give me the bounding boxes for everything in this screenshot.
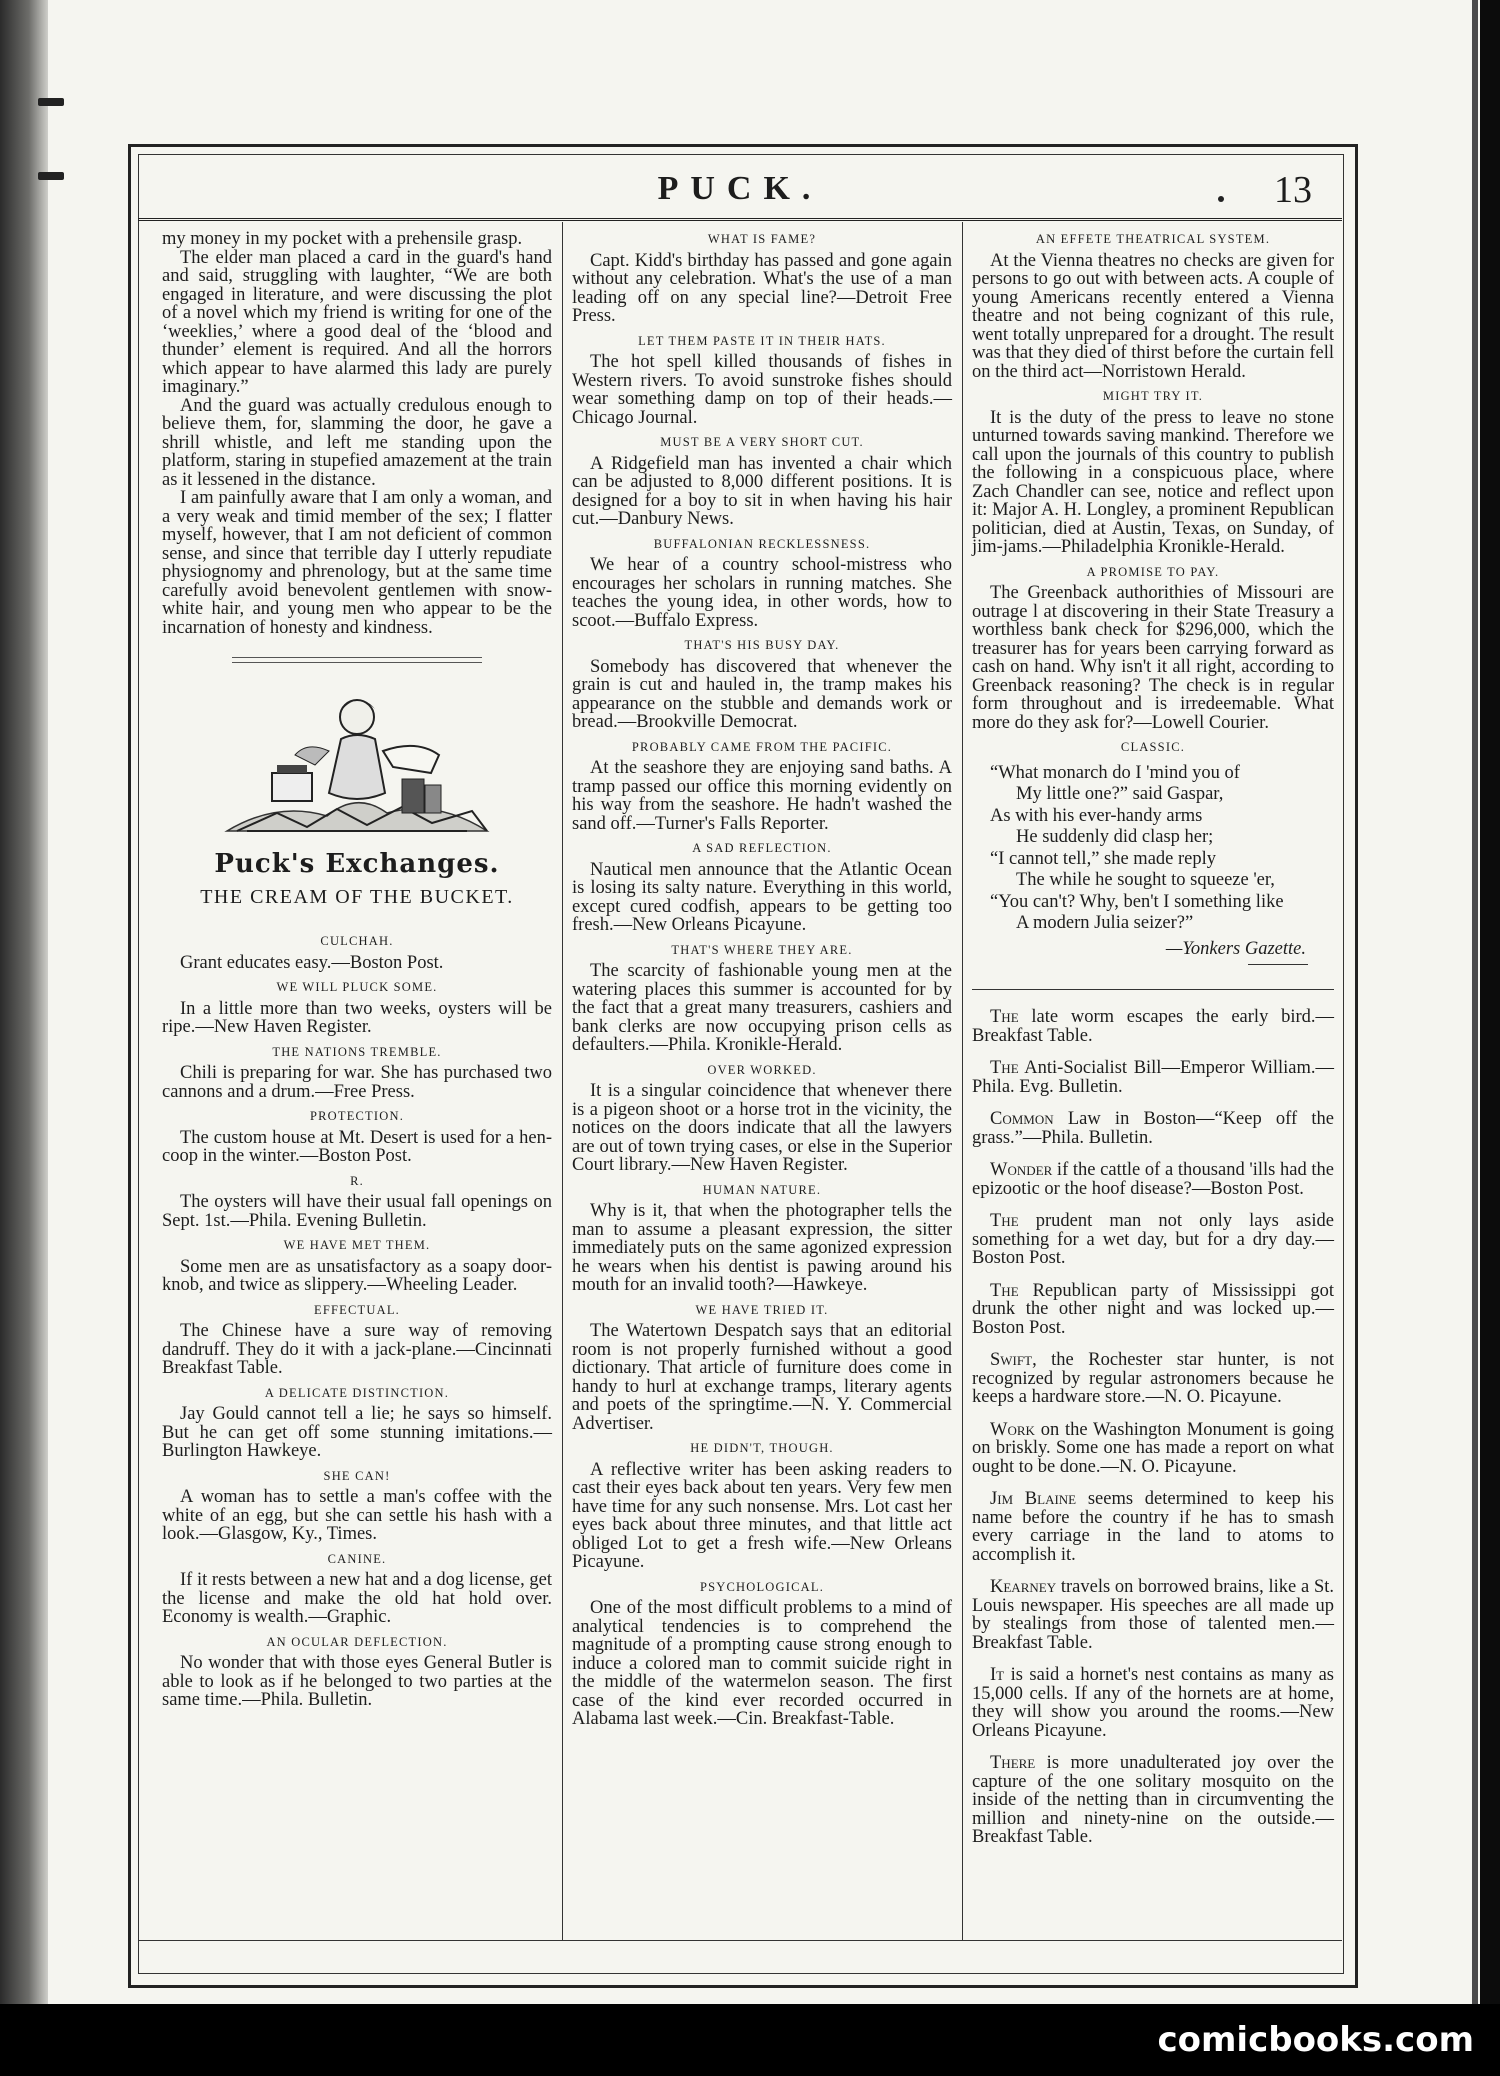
- poem-line: “What monarch do I 'mind you of: [990, 762, 1240, 783]
- item-text: The scarcity of fashionable young men at the watering places this summer is accounted for by the fact that a great many treasurers, cashiers and bank clerks are now occupying prison cells as defaulters.—Phila. Kronikle-Herald.: [572, 961, 952, 1055]
- poem-line: The while he sought to squeeze 'er,: [1016, 870, 1275, 890]
- item-heading: THAT'S HIS BUSY DAY.: [684, 638, 840, 652]
- lead-word: The: [990, 1280, 1019, 1301]
- item-heading: MUST BE A VERY SHORT CUT.: [660, 435, 864, 449]
- poem-source: —Yonkers Gazette.: [1165, 938, 1306, 959]
- item-text: It is a singular coincidence that whenever there is a pigeon shoot or a horse trot in the vicinity, the notices on the doors indicate that all the lawyers are out of town trying cases, or else in the Superior Court library.—New Haven Register.: [572, 1081, 952, 1175]
- cherub-illustration: [217, 681, 497, 841]
- item-heading: R.: [350, 1173, 364, 1188]
- binding-gutter: [0, 0, 48, 2076]
- short-rule: [1248, 964, 1308, 965]
- poem-line: “I cannot tell,” she made reply: [990, 848, 1217, 869]
- poem-line: As with his ever-handy arms: [990, 805, 1203, 826]
- paragrapher-item: [972, 1110, 1334, 1147]
- item-text: Anti-Socialist Bill—Emperor William.—Phila. Evg. Bulletin.: [972, 1058, 1334, 1097]
- lead-word: Wonder: [990, 1160, 1053, 1180]
- item-heading: PROBABLY CAME FROM THE PACIFIC.: [631, 739, 893, 754]
- paragrapher-item: [972, 1666, 1334, 1740]
- page-number: 13: [1274, 169, 1312, 211]
- column-divider: [962, 222, 963, 1940]
- item-heading: BUFFALONIAN RECKLESSNESS.: [653, 536, 871, 551]
- item-heading: AN EFFETE THEATRICAL SYSTEM.: [1035, 232, 1271, 246]
- poem-line: He suddenly did clasp her;: [1016, 827, 1214, 847]
- item-heading: A DELICATE DISTINCTION.: [264, 1385, 450, 1400]
- item-text: , the Rochester star hunter, is not recognized by regular astronomers because he keeps a hardware store.—N. O. Picayune.: [972, 1350, 1334, 1407]
- item-text: We hear of a country school-mistress who encourages her scholars in running matches. She teaches the young idea, in other words, how to scoot.—Buffalo Express.: [572, 555, 952, 631]
- lead-word: There: [990, 1753, 1036, 1773]
- item-text: A woman has to settle a man's coffee with the white of an egg, but she can settle his hash with a look.—Glasgow, Ky., Times.: [162, 1487, 552, 1544]
- item-text: In a little more than two weeks, oysters will be ripe.—New Haven Register.: [162, 998, 552, 1037]
- item-heading: AN OCULAR DEFLECTION.: [266, 1634, 448, 1649]
- masthead-rule: [138, 218, 1342, 221]
- item-text: Chili is preparing for war. She has purchased two cannons and a drum.—Free Press.: [162, 1063, 552, 1102]
- paragrapher-item: [972, 1008, 1334, 1045]
- item-text: The hot spell killed thousands of fishes in Western rivers. To avoid sunstroke fishes should wear something damp on top of their heads.—Chicago Journal.: [572, 352, 952, 428]
- story-paragraph: my money in my pocket with a prehensile grasp.: [162, 229, 523, 249]
- item-heading: PSYCHOLOGICAL.: [699, 1579, 825, 1594]
- story-paragraph: The elder man placed a card in the guard's hand and said, struggling with laughter, “We are both engaged in literature, and were discussing the plot of a novel which my friend is writing for one of the ‘weeklies,’ where a good deal of the ‘blood and thunder’ element is required. And all the horrors which appear to have alarmed this lady are purely imaginary.”: [162, 247, 552, 397]
- item-heading: CULCHAH.: [320, 934, 394, 948]
- page-edge: [1472, 0, 1478, 2076]
- paragrapher-item: [972, 1351, 1334, 1407]
- item-heading: HE DIDN'T, THOUGH.: [690, 1441, 834, 1455]
- item-text: is said a hornet's nest contains as many as 15,000 cells. If any of the hornets are at home, they will show you around the rooms.—New Orleans Picayune.: [972, 1665, 1334, 1741]
- item-text: One of the most difficult problems to a mind of analytical tendencies is to comprehend the magnitude of a prompting cause strong enough to induce a colored man to commit suicide right in the middle of the watermelon season. The first case of the kind ever recorded occurred in Alabama last week.—Cin. Breakfast-Table.: [572, 1598, 952, 1729]
- binding-mark: [38, 172, 64, 180]
- item-text: The Greenback authorithies of Missouri are outrage l at discovering in their State Treasury a worthless bank check for $296,000, which the treasurer has for years been carrying forward as cash on hand. Why isn't it all right, according to Greenback reasoning? The check is in regular form throughout and is irredeemable. What more do they ask for?—Lowell Courier.: [972, 583, 1334, 733]
- frame-bottom-rule: [138, 1940, 1342, 1941]
- item-text: Republican party of Mississippi got drunk the other night and was locked up.—Boston Post.: [972, 1280, 1334, 1338]
- paragrapher-item: [972, 1282, 1334, 1338]
- item-heading: HUMAN NATURE.: [702, 1182, 822, 1197]
- section-divider: [972, 989, 1334, 990]
- item-heading: LET THEM PASTE IT IN THEIR HATS.: [638, 333, 886, 348]
- item-text: A Ridgefield man has invented a chair which can be adjusted to 8,000 different positions. It is designed for a boy to sit in when having his hair cut.—Danbury News.: [572, 453, 952, 529]
- item-text: on the Washington Monument is going on briskly. Some one has made a report on what ought to be done.—N. O. Picayune.: [972, 1419, 1334, 1477]
- paragrapher-item: [972, 1490, 1334, 1564]
- paragrapher-item: [972, 1578, 1334, 1652]
- publication-title: PUCK.: [657, 170, 823, 207]
- item-text: late worm escapes the early bird.—Breakfast Table.: [972, 1007, 1334, 1046]
- item-heading: OVER WORKED.: [707, 1062, 817, 1077]
- paragrapher-item: [972, 1059, 1334, 1096]
- item-heading: WHAT IS FAME?: [707, 232, 817, 246]
- item-heading: SHE CAN!: [323, 1468, 391, 1483]
- item-text: At the seashore they are enjoying sand baths. A tramp passed our office this morning evidently on his way from the seashore. He hadn't washed the sand off.—Turner's Falls Reporter.: [572, 758, 952, 834]
- lead-word: The: [990, 1211, 1019, 1231]
- item-text: The Watertown Despatch says that an editorial room is not properly furnished without a good dictionary. That article of furniture does come in handy to hurl at exchange tramps, literary agents and poets of the springtime.—N. Y. Commercial Advertiser.: [572, 1321, 952, 1434]
- item-text: Law in Boston—“Keep off the grass.”—Phila. Bulletin.: [972, 1109, 1334, 1148]
- item-text: is more unadulterated joy over the capture of the one solitary mosquito on the inside of the netting than in circumventing the million and ninety-nine on the outside.—Breakfast Table.: [972, 1753, 1334, 1847]
- item-text: Somebody has discovered that whenever the grain is cut and hauled in, the tramp makes his appearance on the stubble and demands work or bread.—Brookville Democrat.: [572, 656, 952, 732]
- lead-word: The: [990, 1058, 1019, 1078]
- item-heading: MIGHT TRY IT.: [1102, 389, 1204, 403]
- item-text: Grant educates easy.—Boston Post.: [180, 952, 444, 973]
- scan-border-right: [1480, 0, 1500, 2076]
- column-divider: [562, 222, 563, 1940]
- lead-word: The: [990, 1007, 1019, 1027]
- section-subtitle: THE CREAM OF THE BUCKET.: [200, 885, 514, 908]
- item-text: A reflective writer has been asking readers to cast their eyes back about ten years. Very few men have time for any such nonsense. Mrs. Lot cast her eyes back about three minutes, and that little act obliged Lot to get a fresh wife.—New Orleans Picayune.: [572, 1459, 952, 1572]
- item-text: Why is it, that when the photographer tells the man to assume a pleasant expression, the sitter immediately puts on the same agonized expression he wears when his dentist is pawing around his mouth for an invalid tooth?—Hawkeye.: [572, 1201, 952, 1295]
- item-text: It is the duty of the press to leave no stone unturned towards saving mankind. Therefore we call upon the journals of this country to publish the following in a conspicuous place, where Zach Chandler can see, notice and reflect upon it: Major A. H. Longley, a prominent Republican politician, died at Austin, Texas, on Sunday, of jim-jams.—Philadelphia Kronikle-Herald.: [972, 407, 1334, 557]
- item-text: seems determined to keep his name before the country if he has to smash every carriage in the land to atoms to accomplish it.: [972, 1489, 1334, 1565]
- story-paragraph: And the guard was actually credulous enough to believe them, for, slamming the door, he gave a shrill whistle, and left me standing upon the platform, staring in stupefied amazement at the train as it lessened in the distance.: [162, 395, 552, 490]
- story-paragraph: I am painfully aware that I am only a woman, and a very weak and timid member of the sex; I flatter myself, however, that I am not deficient of common sense, and since that terrible day I utterly repudiate physiognomy and phrenology, but at the same time carefully avoid benevolent gentlemen with snow-white hair, and young men who appear to be the incarnation of honesty and kindness.: [162, 488, 552, 638]
- site-watermark: comicbooks.com: [1157, 2020, 1474, 2060]
- column-3: [972, 230, 1334, 1861]
- item-heading: CANINE.: [327, 1551, 387, 1566]
- item-text: travels on borrowed brains, like a St. Louis newspaper. His speeches are all made up by stealings from those of talented men.—Breakfast Table.: [972, 1577, 1334, 1653]
- paragrapher-item: [972, 1421, 1334, 1477]
- item-text: The oysters will have their usual fall openings on Sept. 1st.—Phila. Evening Bulletin.: [162, 1192, 552, 1231]
- item-text: At the Vienna theatres no checks are given for persons to go out with between acts. A couple of young Americans recently entered a Vienna theatre and not being cognizant of this rule, went totally unprepared for a drought. The result was that they died of thirst before the curtain fell on the third act—Norristown Herald.: [972, 250, 1334, 382]
- lead-word: Jim Blaine: [990, 1489, 1077, 1509]
- paragrapher-item: [972, 1754, 1334, 1847]
- poem-line: A modern Julia seizer?”: [1016, 913, 1194, 933]
- item-heading: EFFECTUAL.: [314, 1302, 400, 1317]
- masthead: [138, 166, 1342, 216]
- lead-word: Swift: [990, 1350, 1033, 1370]
- item-heading: A PROMISE TO PAY.: [1086, 564, 1220, 579]
- item-heading: THE NATIONS TREMBLE.: [272, 1044, 442, 1059]
- item-heading: WE HAVE TRIED IT.: [695, 1302, 829, 1317]
- item-text: Some men are as unsatisfactory as a soapy door-knob, and twice as slippery.—Wheeling Leader.: [162, 1256, 552, 1295]
- lead-word: It: [990, 1665, 1005, 1685]
- lead-word: Common: [990, 1109, 1054, 1129]
- binding-mark: [38, 98, 64, 106]
- poem-line: “You can't? Why, ben't I something like: [990, 891, 1284, 912]
- item-text: Capt. Kidd's birthday has passed and gone again without any celebration. What's the use of a man leading off on any special line?—Detroit Free Press.: [572, 250, 952, 326]
- item-text: Jay Gould cannot tell a lie; he says so himself. But he can get off some stunning imitations.—Burlington Hawkeye.: [162, 1404, 552, 1461]
- column-1: [162, 230, 552, 1710]
- column-2: [572, 230, 952, 1729]
- poem-heading: CLASSIC.: [1120, 740, 1186, 754]
- item-heading: A SAD REFLECTION.: [692, 841, 832, 855]
- paragrapher-item: [972, 1212, 1334, 1268]
- item-text: The custom house at Mt. Desert is used for a hen-coop in the winter.—Boston Post.: [162, 1127, 552, 1166]
- item-heading: THAT'S WHERE THEY ARE.: [671, 942, 853, 957]
- exchanges-heading: Puck's Exchanges.: [214, 849, 500, 879]
- item-text: No wonder that with those eyes General Butler is able to look as if he belonged to two parties at the same time.—Phila. Bulletin.: [162, 1653, 552, 1710]
- lead-word: Work: [990, 1419, 1035, 1440]
- item-text: if the cattle of a thousand 'ills had the epizootic or the hoof disease?—Boston Post.: [972, 1160, 1334, 1199]
- item-text: Nautical men announce that the Atlantic Ocean is losing its salty nature. Everything in this world, except cured codfish, appears to be getting too fresh.—New Orleans Picayune.: [572, 859, 952, 935]
- item-text: If it rests between a new hat and a dog license, get the license and make the old hat hold over. Economy is wealth.—Graphic.: [162, 1570, 552, 1627]
- item-heading: WE WILL PLUCK SOME.: [276, 980, 438, 994]
- lead-word: Kearney: [990, 1577, 1057, 1597]
- item-text: The Chinese have a sure way of removing dandruff. They do it with a jack-plane.—Cincinnati Breakfast Table.: [162, 1321, 552, 1378]
- poem: [972, 763, 1334, 961]
- paragrapher-item: [972, 1161, 1334, 1198]
- item-heading: PROTECTION.: [309, 1109, 405, 1123]
- poem-line: My little one?” said Gaspar,: [1016, 784, 1224, 804]
- section-divider: [232, 657, 482, 663]
- ornament-dot: [1218, 196, 1224, 202]
- item-text: prudent man not only lays aside something for a wet day, but for a dry day.—Boston Post.: [972, 1211, 1334, 1268]
- item-heading: WE HAVE MET THEM.: [283, 1238, 431, 1252]
